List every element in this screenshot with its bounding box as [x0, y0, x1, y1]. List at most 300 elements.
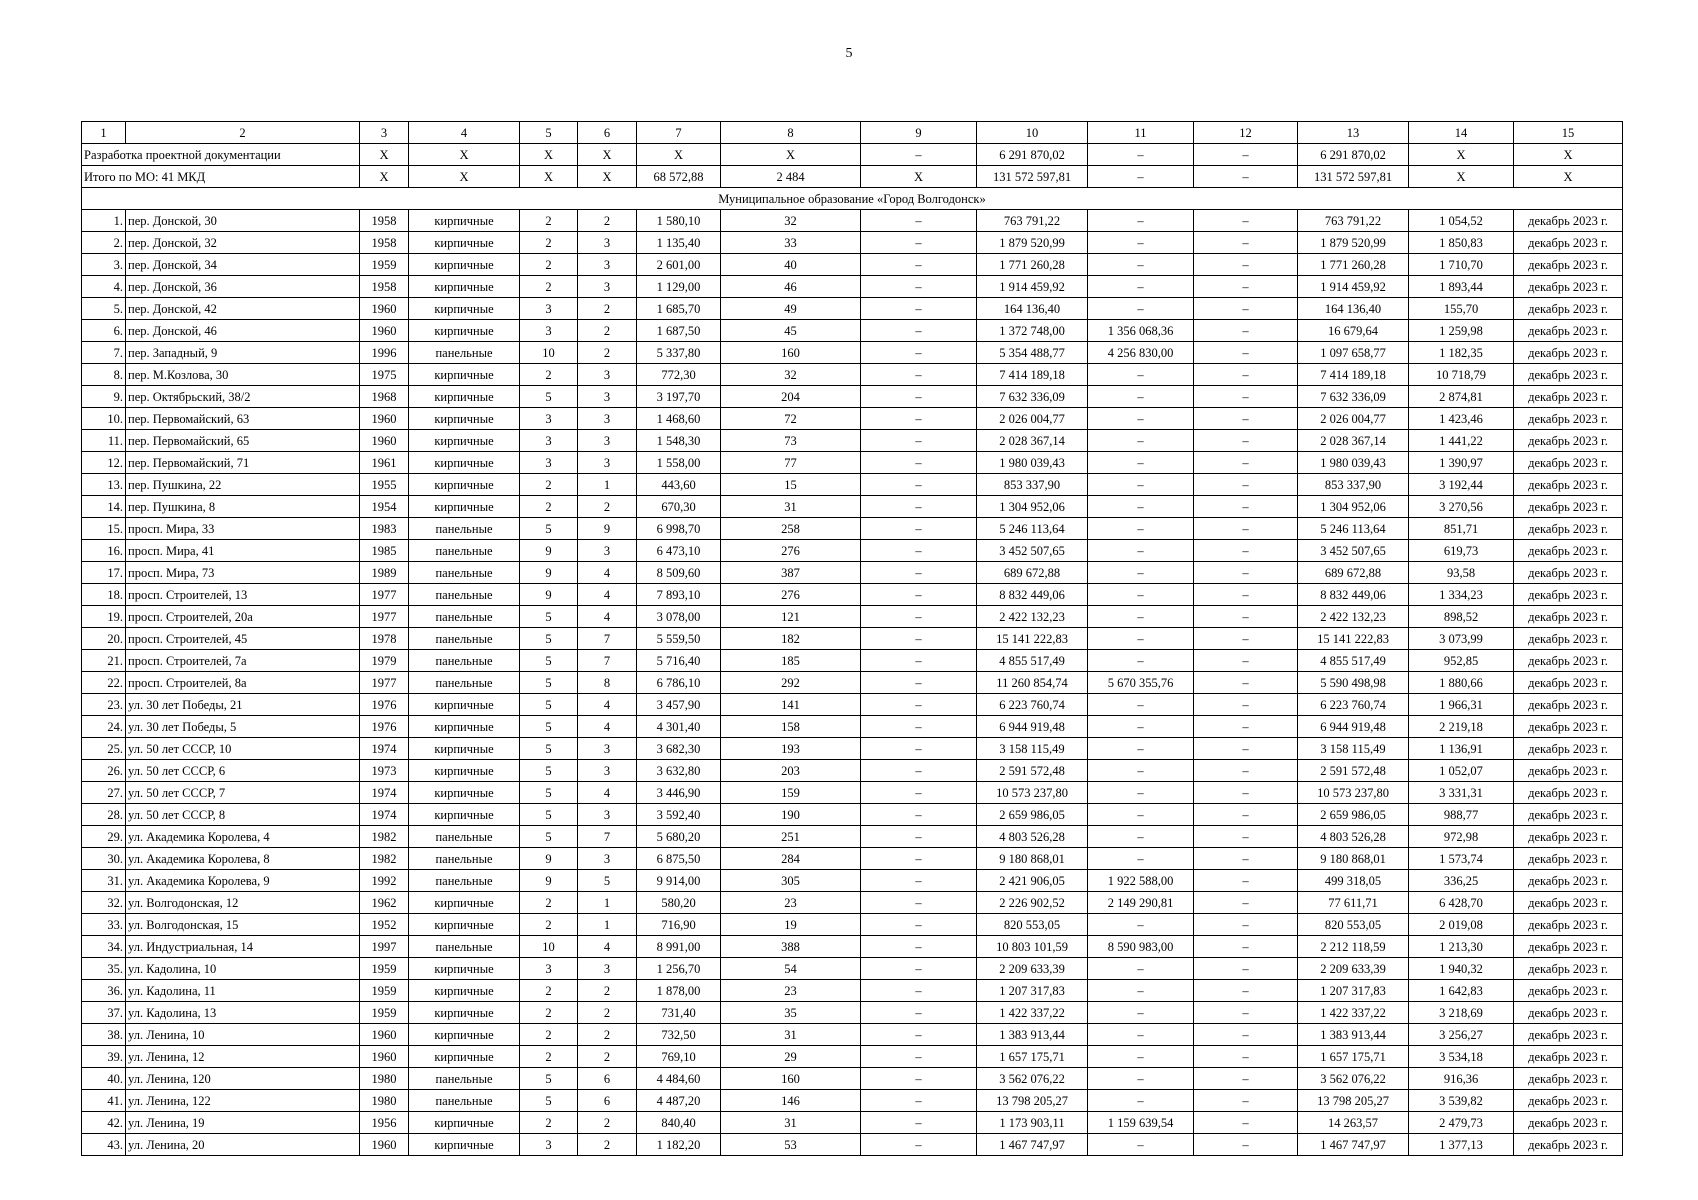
table-cell: 1 467 747,97: [977, 1134, 1088, 1156]
table-cell: –: [1194, 606, 1298, 628]
table-cell: 31.: [82, 870, 126, 892]
table-cell: 6 998,70: [637, 518, 721, 540]
table-cell: 1962: [360, 892, 409, 914]
table-cell: 33.: [82, 914, 126, 936]
address-cell: ул. Индустриальная, 14: [126, 936, 360, 958]
address-cell: просп. Строителей, 20а: [126, 606, 360, 628]
table-cell: –: [861, 474, 977, 496]
address-cell: пер. Западный, 9: [126, 342, 360, 364]
table-cell: 1959: [360, 980, 409, 1002]
table-cell: X: [1514, 144, 1623, 166]
table-cell: 1 129,00: [637, 276, 721, 298]
table-cell: 1 334,23: [1409, 584, 1514, 606]
table-cell: 6 944 919,48: [1298, 716, 1409, 738]
table-cell: 2 422 132,23: [1298, 606, 1409, 628]
table-cell: 1 771 260,28: [977, 254, 1088, 276]
table-cell: 30.: [82, 848, 126, 870]
table-cell: 10 573 237,80: [1298, 782, 1409, 804]
table-cell: 5: [520, 804, 578, 826]
table-cell: –: [861, 826, 977, 848]
table-cell: 1959: [360, 958, 409, 980]
table-cell: –: [861, 1112, 977, 1134]
table-cell: декабрь 2023 г.: [1514, 320, 1623, 342]
table-cell: 24.: [82, 716, 126, 738]
table-row: [82, 408, 1623, 430]
table-cell: кирпичные: [409, 232, 520, 254]
table-row: [82, 210, 1623, 232]
table-cell: 10 718,79: [1409, 364, 1514, 386]
table-cell: –: [1088, 210, 1194, 232]
table-cell: 3: [520, 430, 578, 452]
table-row: [82, 1134, 1623, 1156]
table-row: [82, 474, 1623, 496]
table-row: [82, 782, 1623, 804]
table-cell: 1980: [360, 1090, 409, 1112]
table-cell: 3 534,18: [1409, 1046, 1514, 1068]
table-cell: 387: [721, 562, 861, 584]
table-cell: –: [861, 980, 977, 1002]
table-cell: X: [1514, 166, 1623, 188]
table-cell: 2 219,18: [1409, 716, 1514, 738]
address-cell: ул. Ленина, 20: [126, 1134, 360, 1156]
table-cell: 2: [578, 1024, 637, 1046]
table-row: [82, 826, 1623, 848]
table-cell: 1960: [360, 320, 409, 342]
table-cell: 15: [721, 474, 861, 496]
table-row: [82, 364, 1623, 386]
table-cell: 388: [721, 936, 861, 958]
table-cell: 73: [721, 430, 861, 452]
table-cell: 10: [520, 936, 578, 958]
table-cell: панельные: [409, 342, 520, 364]
table-cell: –: [1194, 672, 1298, 694]
table-cell: 11.: [82, 430, 126, 452]
table-cell: X: [721, 144, 861, 166]
table-cell: 840,40: [637, 1112, 721, 1134]
table-cell: 8 832 449,06: [1298, 584, 1409, 606]
address-cell: ул. 50 лет СССР, 6: [126, 760, 360, 782]
table-cell: –: [1088, 606, 1194, 628]
table-cell: –: [1194, 452, 1298, 474]
table-cell: 72: [721, 408, 861, 430]
table-cell: кирпичные: [409, 958, 520, 980]
address-cell: ул. Волгодонская, 15: [126, 914, 360, 936]
table-cell: 2: [520, 1024, 578, 1046]
table-cell: 1960: [360, 1046, 409, 1068]
table-cell: 763 791,22: [977, 210, 1088, 232]
table-cell: 1960: [360, 408, 409, 430]
table-cell: 16.: [82, 540, 126, 562]
design-docs-row: [82, 144, 1623, 166]
address-cell: просп. Строителей, 45: [126, 628, 360, 650]
table-row: [82, 1068, 1623, 1090]
table-cell: 2: [520, 496, 578, 518]
table-cell: 182: [721, 628, 861, 650]
table-row: [82, 628, 1623, 650]
table-cell: 45: [721, 320, 861, 342]
table-cell: 1 383 913,44: [977, 1024, 1088, 1046]
table-cell: 8 590 983,00: [1088, 936, 1194, 958]
housing-table: [81, 121, 1623, 1156]
table-cell: –: [1194, 320, 1298, 342]
table-cell: кирпичные: [409, 430, 520, 452]
table-cell: –: [1194, 1002, 1298, 1024]
table-cell: –: [1194, 144, 1298, 166]
table-cell: 443,60: [637, 474, 721, 496]
table-cell: 7 414 189,18: [977, 364, 1088, 386]
table-cell: панельные: [409, 584, 520, 606]
table-cell: 1975: [360, 364, 409, 386]
table-cell: 5 559,50: [637, 628, 721, 650]
table-cell: 3 331,31: [1409, 782, 1514, 804]
table-cell: 8: [578, 672, 637, 694]
table-cell: 2: [578, 1002, 637, 1024]
table-cell: –: [861, 408, 977, 430]
table-cell: –: [1194, 210, 1298, 232]
table-cell: 5: [520, 386, 578, 408]
address-cell: пер. Донской, 36: [126, 276, 360, 298]
table-cell: 5 246 113,64: [1298, 518, 1409, 540]
table-cell: 3: [578, 232, 637, 254]
table-cell: 716,90: [637, 914, 721, 936]
table-cell: –: [861, 914, 977, 936]
table-cell: 3 073,99: [1409, 628, 1514, 650]
table-cell: декабрь 2023 г.: [1514, 1134, 1623, 1156]
table-cell: 6: [578, 1068, 637, 1090]
table-cell: 2: [578, 496, 637, 518]
table-cell: 8 509,60: [637, 562, 721, 584]
table-cell: 141: [721, 694, 861, 716]
table-cell: 1979: [360, 650, 409, 672]
table-cell: 1982: [360, 848, 409, 870]
table-cell: 36.: [82, 980, 126, 1002]
row-label: Итого по МО: 41 МКД: [82, 166, 360, 188]
column-number: 12: [1194, 122, 1298, 144]
column-number: 7: [637, 122, 721, 144]
column-number: 4: [409, 122, 520, 144]
table-cell: 2: [520, 232, 578, 254]
table-cell: –: [1194, 430, 1298, 452]
table-cell: 160: [721, 342, 861, 364]
table-cell: 1974: [360, 782, 409, 804]
table-cell: 2 484: [721, 166, 861, 188]
table-cell: 1 914 459,92: [1298, 276, 1409, 298]
table-cell: кирпичные: [409, 386, 520, 408]
table-cell: 42.: [82, 1112, 126, 1134]
table-cell: панельные: [409, 826, 520, 848]
table-cell: –: [1088, 848, 1194, 870]
table-cell: 7.: [82, 342, 126, 364]
table-cell: 3 446,90: [637, 782, 721, 804]
table-cell: 29: [721, 1046, 861, 1068]
table-cell: 1 940,32: [1409, 958, 1514, 980]
table-cell: декабрь 2023 г.: [1514, 958, 1623, 980]
table-cell: 1 558,00: [637, 452, 721, 474]
table-cell: 11 260 854,74: [977, 672, 1088, 694]
table-cell: декабрь 2023 г.: [1514, 760, 1623, 782]
address-cell: просп. Мира, 73: [126, 562, 360, 584]
table-cell: 1 182,35: [1409, 342, 1514, 364]
table-cell: 7: [578, 628, 637, 650]
table-cell: 898,52: [1409, 606, 1514, 628]
table-cell: 6 223 760,74: [1298, 694, 1409, 716]
table-cell: 1 548,30: [637, 430, 721, 452]
table-cell: 1980: [360, 1068, 409, 1090]
address-cell: ул. 30 лет Победы, 21: [126, 694, 360, 716]
table-cell: 4 487,20: [637, 1090, 721, 1112]
table-cell: 9.: [82, 386, 126, 408]
table-cell: –: [1088, 1046, 1194, 1068]
table-row: [82, 342, 1623, 364]
table-cell: –: [1088, 694, 1194, 716]
column-number: 5: [520, 122, 578, 144]
table-cell: 9: [578, 518, 637, 540]
table-cell: декабрь 2023 г.: [1514, 716, 1623, 738]
table-cell: 43.: [82, 1134, 126, 1156]
table-cell: 1961: [360, 452, 409, 474]
table-cell: 2 226 902,52: [977, 892, 1088, 914]
table-cell: 3: [578, 540, 637, 562]
table-cell: 27.: [82, 782, 126, 804]
table-cell: 8.: [82, 364, 126, 386]
table-cell: декабрь 2023 г.: [1514, 892, 1623, 914]
table-cell: –: [1088, 1134, 1194, 1156]
table-cell: 13 798 205,27: [977, 1090, 1088, 1112]
table-cell: 5 354 488,77: [977, 342, 1088, 364]
table-cell: 5: [520, 760, 578, 782]
table-cell: 54: [721, 958, 861, 980]
address-cell: ул. Ленина, 10: [126, 1024, 360, 1046]
table-cell: 25.: [82, 738, 126, 760]
table-cell: 1 710,70: [1409, 254, 1514, 276]
table-cell: кирпичные: [409, 760, 520, 782]
table-cell: 769,10: [637, 1046, 721, 1068]
table-cell: 1 259,98: [1409, 320, 1514, 342]
table-cell: 2 026 004,77: [1298, 408, 1409, 430]
table-cell: 5: [520, 518, 578, 540]
table-cell: 10 803 101,59: [977, 936, 1088, 958]
table-cell: 146: [721, 1090, 861, 1112]
table-cell: 1960: [360, 430, 409, 452]
table-cell: 1 914 459,92: [977, 276, 1088, 298]
table-cell: 46: [721, 276, 861, 298]
table-cell: 258: [721, 518, 861, 540]
table-cell: 31: [721, 496, 861, 518]
table-cell: 3 158 115,49: [1298, 738, 1409, 760]
table-cell: панельные: [409, 848, 520, 870]
table-cell: 3 457,90: [637, 694, 721, 716]
table-cell: 35: [721, 1002, 861, 1024]
table-cell: 121: [721, 606, 861, 628]
table-cell: декабрь 2023 г.: [1514, 386, 1623, 408]
table-cell: панельные: [409, 1068, 520, 1090]
table-cell: 1: [578, 914, 637, 936]
table-cell: 2 591 572,48: [977, 760, 1088, 782]
table-cell: декабрь 2023 г.: [1514, 606, 1623, 628]
table-cell: 916,36: [1409, 1068, 1514, 1090]
table-cell: кирпичные: [409, 980, 520, 1002]
table-cell: декабрь 2023 г.: [1514, 452, 1623, 474]
table-cell: 670,30: [637, 496, 721, 518]
table-cell: декабрь 2023 г.: [1514, 1090, 1623, 1112]
table-row: [82, 1112, 1623, 1134]
table-cell: –: [861, 276, 977, 298]
table-cell: 1974: [360, 738, 409, 760]
table-cell: –: [861, 936, 977, 958]
table-cell: 93,58: [1409, 562, 1514, 584]
table-cell: декабрь 2023 г.: [1514, 694, 1623, 716]
table-cell: 2 422 132,23: [977, 606, 1088, 628]
table-cell: –: [1088, 562, 1194, 584]
table-cell: –: [1194, 408, 1298, 430]
table-cell: 689 672,88: [1298, 562, 1409, 584]
table-cell: –: [861, 1090, 977, 1112]
table-cell: 6 944 919,48: [977, 716, 1088, 738]
table-cell: 3 270,56: [1409, 496, 1514, 518]
table-cell: 1958: [360, 232, 409, 254]
table-cell: панельные: [409, 672, 520, 694]
table-cell: 9 180 868,01: [1298, 848, 1409, 870]
table-cell: –: [1194, 562, 1298, 584]
table-cell: 2.: [82, 232, 126, 254]
table-cell: 3.: [82, 254, 126, 276]
table-cell: –: [1194, 782, 1298, 804]
table-cell: X: [1409, 166, 1514, 188]
table-cell: кирпичные: [409, 496, 520, 518]
table-cell: декабрь 2023 г.: [1514, 584, 1623, 606]
table-cell: 5: [520, 716, 578, 738]
table-cell: декабрь 2023 г.: [1514, 782, 1623, 804]
table-cell: –: [1194, 364, 1298, 386]
table-cell: декабрь 2023 г.: [1514, 364, 1623, 386]
table-cell: 1 304 952,06: [1298, 496, 1409, 518]
table-cell: 1 377,13: [1409, 1134, 1514, 1156]
table-cell: 1 422 337,22: [1298, 1002, 1409, 1024]
table-cell: 2: [520, 980, 578, 1002]
table-cell: 2 601,00: [637, 254, 721, 276]
table-cell: 1968: [360, 386, 409, 408]
table-cell: –: [1194, 892, 1298, 914]
section-title: Муниципальное образование «Город Волгодонск»: [82, 188, 1623, 210]
table-cell: декабрь 2023 г.: [1514, 562, 1623, 584]
table-row: [82, 1024, 1623, 1046]
table-cell: 1955: [360, 474, 409, 496]
table-cell: –: [861, 298, 977, 320]
address-cell: ул. 50 лет СССР, 8: [126, 804, 360, 826]
table-cell: кирпичные: [409, 782, 520, 804]
table-cell: 1958: [360, 276, 409, 298]
table-cell: декабрь 2023 г.: [1514, 980, 1623, 1002]
table-row: [82, 738, 1623, 760]
table-cell: 3 682,30: [637, 738, 721, 760]
table-cell: –: [1088, 804, 1194, 826]
table-cell: 6 428,70: [1409, 892, 1514, 914]
table-cell: декабрь 2023 г.: [1514, 848, 1623, 870]
table-cell: кирпичные: [409, 1046, 520, 1068]
table-cell: –: [861, 452, 977, 474]
table-cell: декабрь 2023 г.: [1514, 914, 1623, 936]
table-cell: 5 716,40: [637, 650, 721, 672]
table-cell: 1960: [360, 298, 409, 320]
table-cell: 1 879 520,99: [1298, 232, 1409, 254]
table-cell: декабрь 2023 г.: [1514, 1024, 1623, 1046]
table-cell: 2: [520, 914, 578, 936]
table-cell: 2 659 986,05: [1298, 804, 1409, 826]
table-cell: –: [861, 650, 977, 672]
table-cell: –: [861, 1002, 977, 1024]
address-cell: ул. Академика Королева, 8: [126, 848, 360, 870]
column-number: 14: [1409, 122, 1514, 144]
table-cell: 5: [520, 1090, 578, 1112]
table-cell: 952,85: [1409, 650, 1514, 672]
table-cell: 4: [578, 606, 637, 628]
table-cell: 3: [578, 408, 637, 430]
table-cell: 185: [721, 650, 861, 672]
table-cell: 2 209 633,39: [1298, 958, 1409, 980]
table-cell: 37.: [82, 1002, 126, 1024]
table-cell: 1982: [360, 826, 409, 848]
table-cell: 3 197,70: [637, 386, 721, 408]
table-cell: –: [1088, 1090, 1194, 1112]
table-cell: –: [861, 496, 977, 518]
table-cell: –: [1088, 760, 1194, 782]
table-cell: 2 019,08: [1409, 914, 1514, 936]
table-cell: 39.: [82, 1046, 126, 1068]
table-cell: 2 874,81: [1409, 386, 1514, 408]
table-cell: X: [578, 144, 637, 166]
table-cell: –: [861, 1068, 977, 1090]
table-cell: –: [1194, 1068, 1298, 1090]
table-cell: кирпичные: [409, 1024, 520, 1046]
table-cell: X: [360, 166, 409, 188]
table-cell: 1959: [360, 1002, 409, 1024]
table-cell: 9: [520, 562, 578, 584]
table-cell: декабрь 2023 г.: [1514, 496, 1623, 518]
table-cell: декабрь 2023 г.: [1514, 342, 1623, 364]
table-cell: 1973: [360, 760, 409, 782]
table-cell: –: [861, 892, 977, 914]
table-cell: 1 966,31: [1409, 694, 1514, 716]
table-cell: 13.: [82, 474, 126, 496]
table-cell: –: [861, 716, 977, 738]
table-cell: 10.: [82, 408, 126, 430]
table-cell: декабрь 2023 г.: [1514, 232, 1623, 254]
table-cell: 276: [721, 540, 861, 562]
table-cell: 1959: [360, 254, 409, 276]
table-cell: 5: [520, 738, 578, 760]
table-cell: –: [1194, 958, 1298, 980]
table-cell: 1 922 588,00: [1088, 870, 1194, 892]
address-cell: ул. Академика Королева, 9: [126, 870, 360, 892]
table-cell: –: [861, 430, 977, 452]
table-cell: 158: [721, 716, 861, 738]
table-cell: 2: [578, 1112, 637, 1134]
address-cell: пер. Донской, 34: [126, 254, 360, 276]
table-cell: –: [1088, 518, 1194, 540]
table-cell: 5 337,80: [637, 342, 721, 364]
table-cell: –: [861, 232, 977, 254]
table-cell: 1985: [360, 540, 409, 562]
table-cell: 336,25: [1409, 870, 1514, 892]
table-cell: –: [1088, 650, 1194, 672]
table-cell: панельные: [409, 936, 520, 958]
table-cell: –: [1194, 1112, 1298, 1134]
table-cell: 2: [520, 254, 578, 276]
table-cell: панельные: [409, 562, 520, 584]
table-cell: –: [1088, 914, 1194, 936]
table-row: [82, 760, 1623, 782]
table-row: [82, 936, 1623, 958]
